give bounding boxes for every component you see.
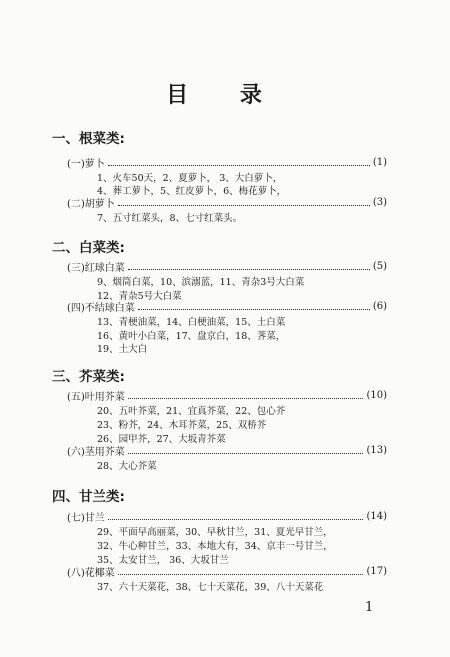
leader-dots	[108, 158, 370, 166]
item-line: 23、粉芥，24、木耳芥菜，25、双桥芥	[97, 420, 267, 431]
subsection-page: (13)	[366, 444, 387, 456]
item-line: 32、牛心种甘兰，33、本地大有，34、京丰一号甘兰，	[97, 541, 333, 552]
subsection-page: (5)	[372, 260, 387, 272]
subsection-label: (六)茎用芥菜	[67, 446, 125, 458]
subsection-entry	[67, 155, 387, 169]
leader-dots	[128, 262, 370, 270]
leader-dots	[128, 446, 364, 454]
subsection-label: (七)甘兰	[67, 512, 105, 524]
subsection-label: (五)叶用芥菜	[67, 391, 125, 403]
item-line: 1、火车50天，2、夏萝卜， 3、大白萝卜，	[97, 173, 283, 184]
item-line: 35、太安甘兰， 36、大坂甘兰	[97, 555, 229, 566]
subsection-page: (14)	[366, 510, 387, 522]
subsection-entry	[67, 195, 387, 209]
subsection-entry	[67, 509, 387, 523]
section-heading: 二、白菜类:	[52, 240, 125, 256]
leader-dots	[118, 567, 364, 575]
subsection-page: (3)	[372, 196, 387, 208]
item-line: 9、烟筒白菜，10、滨溺蓝，11、青杂3号大白菜	[97, 277, 305, 288]
section-heading: 四、甘兰类:	[52, 489, 125, 505]
subsection-entry	[67, 388, 387, 402]
page-number: 1	[365, 600, 374, 615]
subsection-label: (二)胡萝卜	[67, 198, 115, 210]
subsection-label: (八)花椰菜	[67, 567, 115, 579]
item-line: 19、土大白	[97, 344, 148, 355]
item-line: 26、园甲芥，27、大坂青芥菜	[97, 434, 226, 445]
item-line: 37、六十天菜花，38、七十天菜花，39、八十天菜花	[97, 582, 324, 593]
subsection-entry	[67, 443, 387, 457]
subsection-page: (17)	[366, 565, 387, 577]
subsection-page: (6)	[372, 300, 387, 312]
section-heading: 三、芥菜类:	[52, 369, 125, 385]
subsection-label: (四)不结球白菜	[67, 302, 135, 314]
item-line: 20、五叶芥菜，21、宜真芥菜，22、包心芥	[97, 406, 286, 417]
leader-dots	[128, 391, 364, 399]
subsection-entry	[67, 259, 387, 273]
subsection-label: (三)红球白菜	[67, 262, 125, 274]
item-line: 28、大心芥菜	[97, 461, 157, 472]
leader-dots	[138, 302, 370, 310]
subsection-page: (1)	[372, 156, 387, 168]
page-title: 目 录	[166, 83, 284, 108]
subsection-page: (10)	[366, 389, 387, 401]
subsection-entry	[67, 564, 387, 578]
item-line: 12、青杂5号大白菜	[97, 291, 182, 302]
item-line: 7、五寸红菜头，8、七寸红菜头。	[97, 213, 243, 224]
item-line: 13、青梗油菜，14、白梗油菜，15、土白菜	[97, 317, 286, 328]
item-line: 4、葬工萝卜，5、红皮萝卜，6、梅花萝卜，	[97, 186, 287, 197]
item-line: 16、黄叶小白菜，17、盘京白，18、荠菜，	[97, 331, 286, 342]
leader-dots	[108, 512, 364, 520]
leader-dots	[118, 198, 370, 206]
subsection-label: (一)萝卜	[67, 158, 105, 170]
section-heading: 一、根菜类:	[52, 131, 125, 147]
subsection-entry	[67, 299, 387, 313]
item-line: 29、平面早高丽菜，30、早秋甘兰，31、夏光早甘兰，	[97, 527, 333, 538]
